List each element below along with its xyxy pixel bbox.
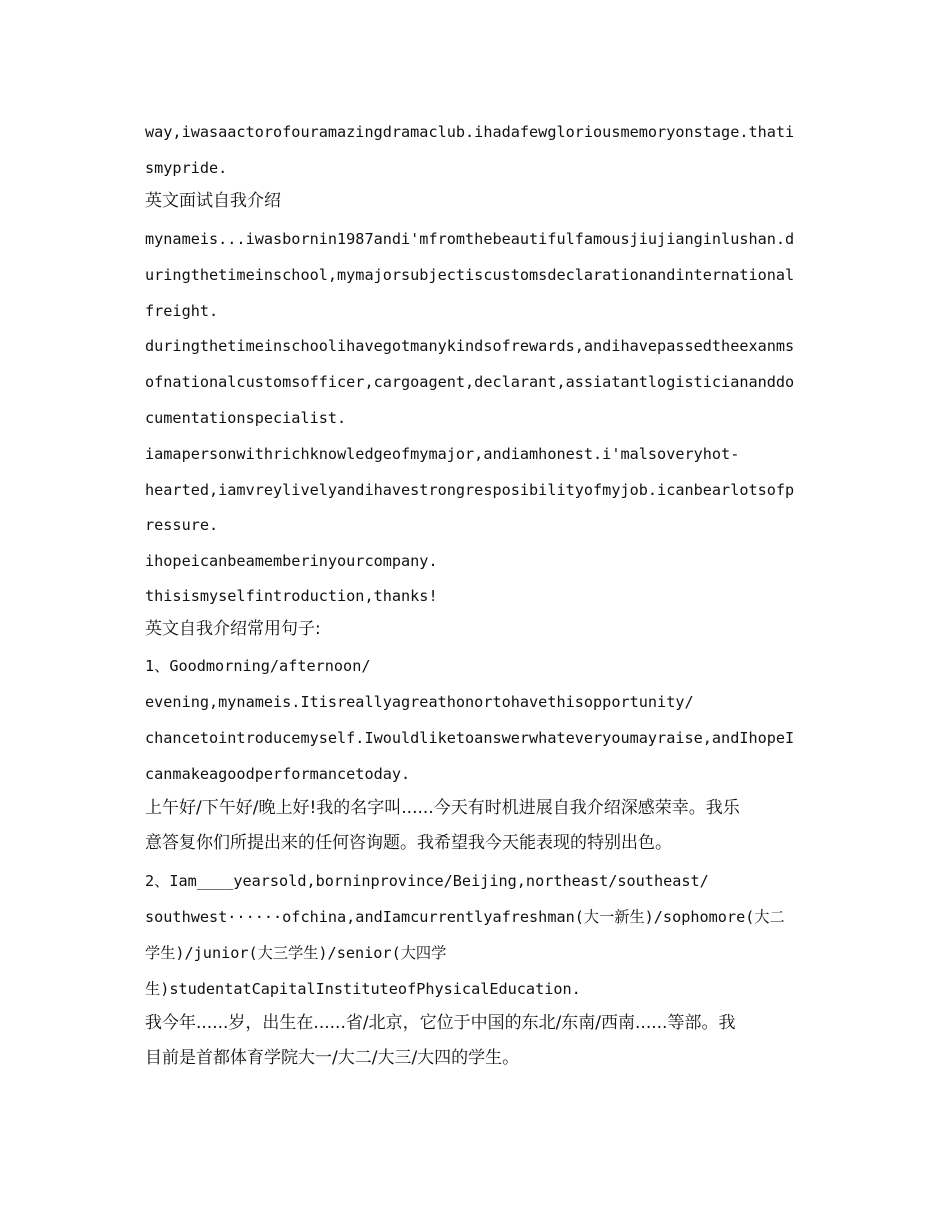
text-line: freight. — [145, 302, 219, 320]
text-line: duringthetimeinschoolihavegotmanykindsofrewards,andihavepassedtheexanms — [145, 337, 795, 355]
text-line: 我今年......岁，出生在......省/北京，它位于中国的东北/东南/西南......等部。我 — [145, 1013, 736, 1033]
text-line: 学生)/junior(大三学生)/senior(大四学 — [145, 944, 447, 962]
text-line: ofnationalcustomsofficer,cargoagent,declarant,assiatantlogisticiananddo — [145, 373, 795, 391]
text-line: ihopeicanbeamemberinyourcompany. — [145, 552, 438, 570]
text-line: evening,mynameis.Itisreallyagreathonortohavethisopportunity/ — [145, 693, 694, 711]
text-line: 生)studentatCapitalInstituteofPhysicalEducation. — [145, 980, 581, 998]
text-line: thisismyselfintroduction,thanks! — [145, 587, 438, 605]
text-line: ressure. — [145, 516, 219, 534]
text-line: 2、Iam____yearsold,borninprovince/Beijing,northeast/southeast/ — [145, 872, 709, 890]
text-line: southwest······ofchina,andIamcurrentlyafreshman(大一新生)/sophomore(大二 — [145, 908, 785, 926]
text-line: iamapersonwithrichknowledgeofmymajor,andiamhonest.i'malsoveryhot- — [145, 445, 740, 463]
section-heading: 英文面试自我介绍 — [145, 191, 281, 211]
section-heading: 英文自我介绍常用句子: — [145, 619, 321, 639]
text-line: 意答复你们所提出来的任何咨询题。我希望我今天能表现的特别出色。 — [145, 833, 672, 853]
text-line: chancetointroducemyself.Iwouldliketoanswerwhateveryoumayraise,andIhopeI — [145, 729, 795, 747]
text-line: 上午好/下午好/晚上好!我的名字叫......今天有时机进展自我介绍深感荣幸。我乐 — [145, 798, 740, 818]
text-line: way,iwasaactorofouramazingdramaclub.ihadafewgloriousmemoryonstage.thati — [145, 123, 795, 141]
text-line: hearted,iamvreylivelyandihavestrongresposibilityofmyjob.icanbearlotsofp — [145, 481, 795, 499]
text-line: cumentationspecialist. — [145, 409, 347, 427]
text-line: 1、Goodmorning/afternoon/ — [145, 657, 371, 675]
text-line: smypride. — [145, 159, 228, 177]
text-line: 目前是首都体育学院大一/大二/大三/大四的学生。 — [145, 1048, 520, 1068]
text-line: mynameis...iwasbornin1987andi'mfromthebeautifulfamousjiujianginlushan.d — [145, 230, 795, 248]
text-line: uringthetimeinschool,mymajorsubjectiscustomsdeclarationandinternational — [145, 266, 795, 284]
text-line: canmakeagoodperformancetoday. — [145, 765, 411, 783]
